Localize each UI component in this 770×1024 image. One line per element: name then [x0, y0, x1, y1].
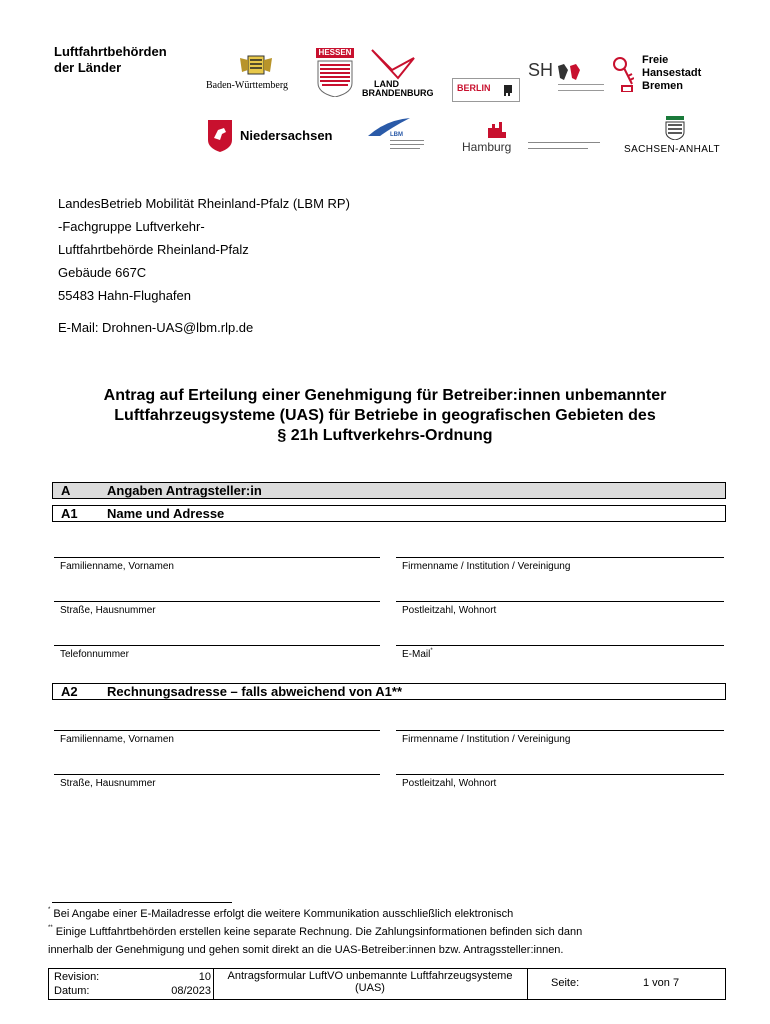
- footer-document-cell: Antragsformular LuftVO unbemannte Luftfahrzeugsysteme (UAS): [213, 969, 528, 999]
- a2-company-field[interactable]: Firmenname / Institution / Vereinigung: [396, 730, 724, 750]
- address-line-3: Luftfahrtbehörde Rheinland-Pfalz: [58, 242, 249, 257]
- section-a2-header: A2 Rechnungsadresse – falls abweichend von A1**: [52, 683, 726, 700]
- bear-icon: [501, 81, 515, 97]
- footnote-2-continued: innerhalb der Genehmigung und gehen somit direkt an die UAS-Betreiber:innen bzw. Antragssteller:innen.: [48, 944, 564, 956]
- castle-icon: [482, 120, 512, 138]
- eagle-icon: [368, 48, 418, 82]
- lbm-logo: LBM: [366, 116, 436, 154]
- section-a1-header: A1 Name und Adresse: [52, 505, 726, 522]
- key-icon: [612, 56, 634, 92]
- a1-email-field[interactable]: E-Mail*: [396, 645, 724, 665]
- footnote-divider: [52, 902, 232, 903]
- schleswig-holstein-logo: SH: [528, 60, 608, 100]
- lions-icon: [556, 62, 592, 82]
- baden-wuerttemberg-logo: Baden-Württemberg: [206, 52, 306, 92]
- hessen-logo: HESSEN: [316, 48, 356, 98]
- horse-icon: [206, 118, 234, 152]
- footnote-1: * Bei Angabe einer E-Mailadresse erfolgt die weitere Kommunikation ausschließlich elektronisch: [48, 907, 514, 920]
- header-title: Luftfahrtbehörden der Länder: [54, 44, 167, 75]
- a2-street-field[interactable]: Straße, Hausnummer: [54, 774, 380, 794]
- footer-page-cell: Seite: 1 von 7: [551, 977, 680, 989]
- coat-of-arms-icon: [664, 114, 686, 140]
- section-a-header: A Angaben Antragsteller:in: [52, 482, 726, 499]
- address-line-4: Gebäude 667C: [58, 265, 147, 280]
- a1-street-field[interactable]: Straße, Hausnummer: [54, 601, 380, 621]
- hessen-lion-icon: [316, 59, 354, 97]
- a2-name-field[interactable]: Familienname, Vornamen: [54, 730, 380, 750]
- page-number: 1 von 7: [643, 977, 680, 989]
- brandenburg-logo: LAND BRANDENBURG: [368, 48, 438, 100]
- a1-name-field[interactable]: Familienname, Vornamen: [54, 557, 380, 577]
- address-line-1: LandesBetrieb Mobilität Rheinland-Pfalz (LBM RP): [58, 196, 350, 211]
- footnote-2: ** Einige Luftfahrtbehörden erstellen keine separate Rechnung. Die Zahlungsinformationen befinden sich dann: [48, 925, 583, 938]
- address-line-5: 55483 Hahn-Flughafen: [58, 288, 191, 303]
- a1-phone-field[interactable]: Telefonnummer: [54, 645, 380, 665]
- a2-zip-field[interactable]: Postleitzahl, Wohnort: [396, 774, 724, 794]
- niedersachsen-logo: Niedersachsen: [206, 118, 346, 154]
- hamburg-logo: Hamburg: [462, 120, 602, 156]
- address-email: E-Mail: Drohnen-UAS@lbm.rlp.de: [58, 320, 254, 335]
- bremen-logo: Freie Hansestadt Bremen: [612, 54, 722, 100]
- page-title: Antrag auf Erteilung einer Genehmigung für Betreiber:innen unbemannter Luftfahrzeugsysteme (UAS) für Betriebe in geografischen Gebieten des § 21h Luftverkehrs-Ordnung: [103, 387, 667, 444]
- coat-of-arms-icon: [236, 52, 276, 78]
- berlin-logo: BERLIN: [452, 78, 520, 102]
- swoosh-icon: [366, 116, 412, 138]
- footer-revision-cell: Revision: 10 Datum: 08/2023: [49, 969, 214, 999]
- address-line-2: -Fachgruppe Luftverkehr-: [58, 219, 205, 234]
- a1-zip-field[interactable]: Postleitzahl, Wohnort: [396, 601, 724, 621]
- page-footer: [48, 968, 726, 1000]
- a1-company-field[interactable]: Firmenname / Institution / Vereinigung: [396, 557, 724, 577]
- sachsen-anhalt-logo: SACHSEN-ANHALT: [624, 114, 724, 158]
